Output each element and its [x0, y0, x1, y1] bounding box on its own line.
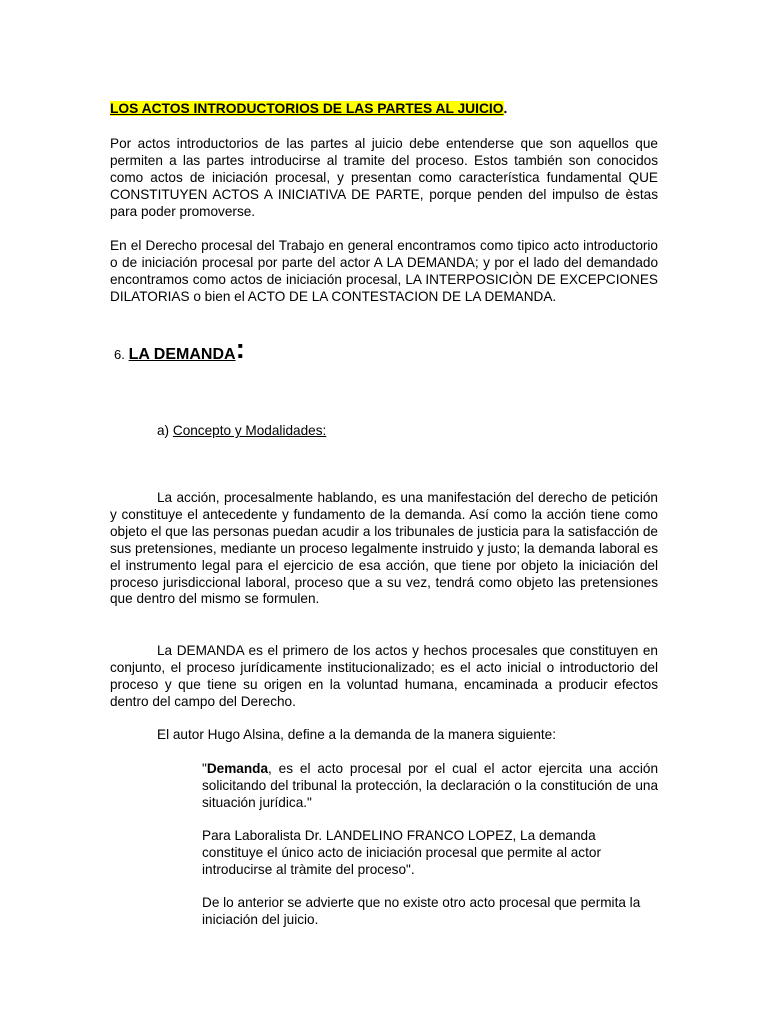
paragraph-intro: Por actos introductorios de las partes al juicio debe entenderse que son aquellos que permiten a las partes introducirse al tramite del proceso. Estos también son conocidos como actos de iniciación procesal, y presentan como característica fundamental QUE CONSTITUYEN ACTOS A INICIATIVA DE PARTE, porque penden del impulso de èstas para poder promoverse.: [110, 136, 658, 219]
quote-alsina: [202, 761, 658, 812]
paragraph-derecho-procesal: En el Derecho procesal del Trabajo en general encontramos como tipico acto introductorio o de iniciación procesal por parte del actor A LA DEMANDA; y por el lado del demandado encontramos como actos de iniciación procesal, LA INTERPOSICIÒN DE EXCEPCIONES DILATORIAS o bien el ACTO DE LA CONTESTACION DE LA DEMANDA.: [110, 238, 658, 304]
paragraph-alsina: El autor Hugo Alsina, define a la demanda de la manera siguiente:: [157, 727, 557, 742]
paragraph-accion: La acción, procesalmente hablando, es una manifestación del derecho de petición y constituye el antecedente y fundamento de la demanda. Así como la acción tiene como objeto el que las personas puedan acudir a los tribunales de justicia para la satisfacción de sus pretensiones, mediante un proceso legalmente instruido y justo; la demanda laboral es el instrumento legal para el ejercicio de esa acción, que tiene por objeto la iniciación del proceso jurisdiccional laboral, proceso que a su vez, tendrá como objeto las pretensiones que dentro del mismo se formulen.: [110, 490, 658, 607]
quote-franco-lopez: Para Laboralista Dr. LANDELINO FRANCO LOPEZ, La demanda constituye el único acto de iniciación procesal que permite al actor introducirse al tràmite del proceso".: [202, 828, 601, 877]
section-title: LA DEMANDA: [128, 346, 236, 363]
subheading: [157, 423, 326, 440]
section-heading: [114, 333, 245, 364]
document-title: [110, 101, 507, 118]
subheading-text: Concepto y Modalidades:: [172, 423, 327, 438]
quote-open-mark: ": [202, 761, 207, 776]
title-highlight: LOS ACTOS INTRODUCTORIOS DE LAS PARTES AL JUICIO: [110, 101, 504, 116]
title-suffix: .: [503, 101, 508, 116]
section-colon: :: [235, 333, 245, 364]
quote-body: , es el acto procesal por el cual el actor ejercita una acción solicitando del tribunal la protección, la declaración o la constitución de una situación jurídica.": [202, 761, 658, 810]
quote-term: Demanda: [206, 761, 269, 776]
paragraph-conclusion: De lo anterior se advierte que no existe otro acto procesal que permita la iniciación del juicio.: [202, 895, 641, 927]
section-number: 6.: [114, 347, 125, 362]
paragraph-demanda: La DEMANDA es el primero de los actos y hechos procesales que constituyen en conjunto, el proceso jurídicamente institucionalizado; es el acto inicial o introductorio del proceso y que tiene su origen en la voluntad humana, encaminada a producir efectos dentro del campo del Derecho.: [110, 643, 658, 709]
subheading-prefix: a): [157, 423, 170, 438]
